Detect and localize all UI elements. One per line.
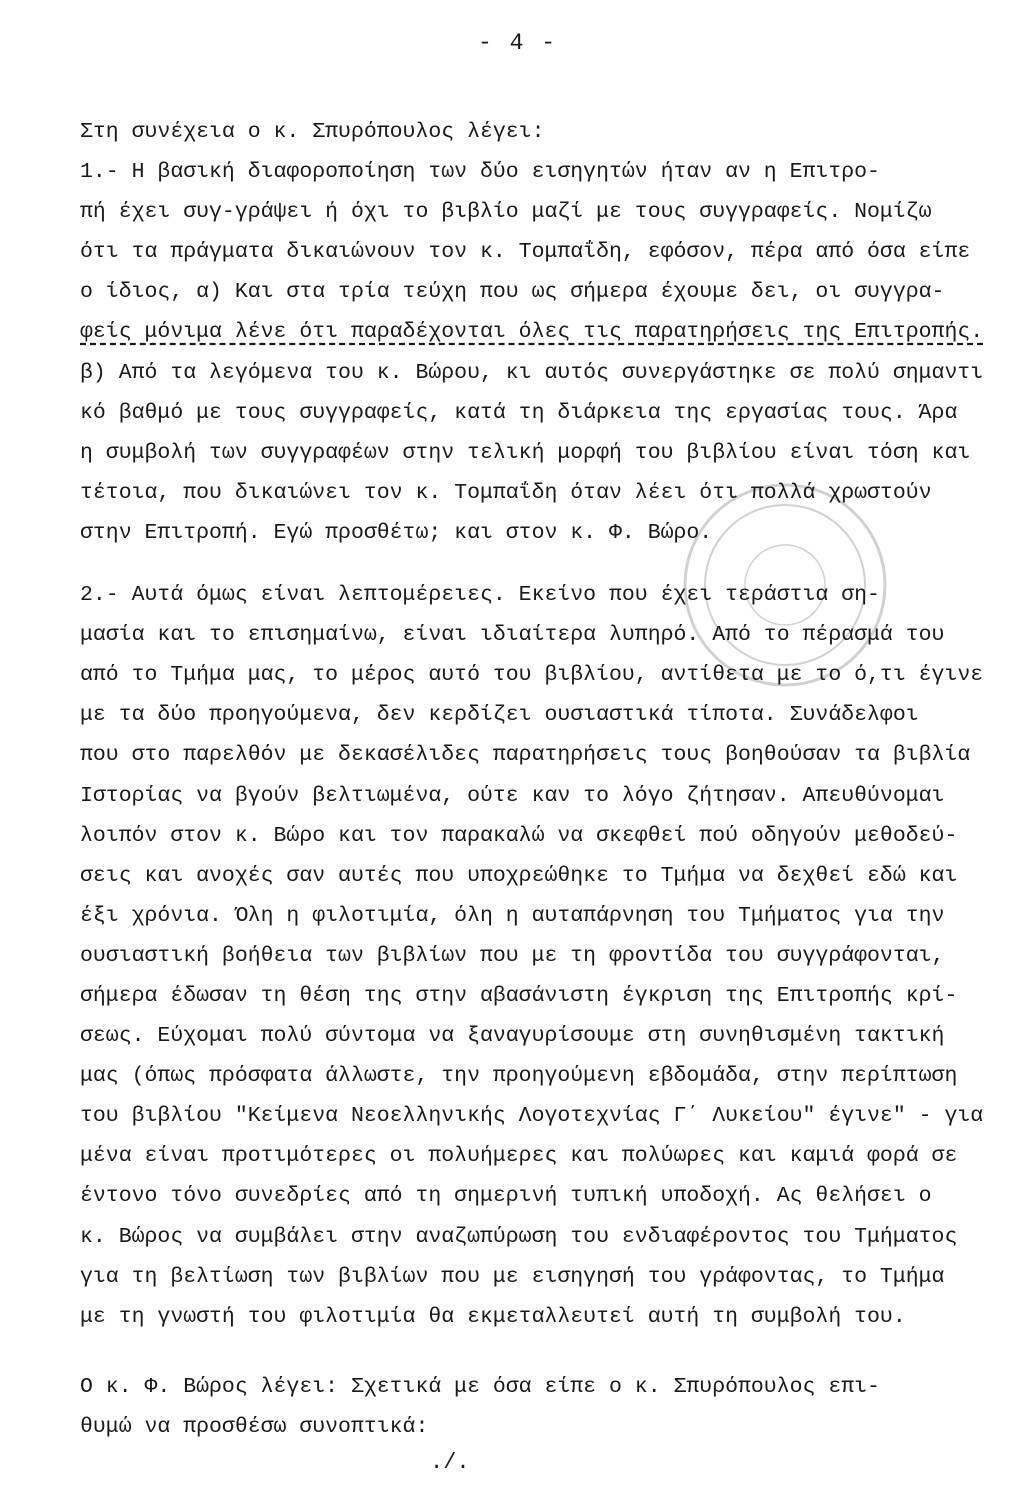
paragraph-intro <box>80 112 995 152</box>
text-line: μας (όπως πρόσφατα άλλωστε, την προηγούμενη εβδομάδα, στην περίπτωση <box>80 1064 958 1089</box>
paragraph-point-1 <box>80 152 995 553</box>
text-line: κ. Βώρος να συμβάλει στην αναζωπύρωση του ενδιαφέροντος του Τμήματος <box>80 1224 958 1249</box>
text-line: 2.- Αυτά όμως είναι λεπτομέρειες. Εκείνο που έχει τεράστια ση- <box>80 583 880 608</box>
text-line: με τα δύο προηγούμενα, δεν κερδίζει ουσιαστικά τίποτα. Συνάδελφοι <box>80 703 919 728</box>
text-line: που στο παρελθόν με δεκασέλιδες παρατηρήσεις τους βοηθούσαν τα βιβλία <box>80 743 971 768</box>
text-line: για τη βελτίωση των βιβλίων που με εισηγησή του γράφοντας, το Τμήμα <box>80 1264 945 1289</box>
text-line: τέτοια, που δικαιώνει τον κ. Τομπαΐδη όταν λέει ότι πολλά χρωστούν <box>80 480 932 505</box>
text-line: ότι τα πράγματα δικαιώνουν τον κ. Τομπαΐδη, εφόσον, πέρα από όσα είπε <box>80 240 971 265</box>
text-line: πή έχει συγ-γράψει ή όχι το βιβλίο μαζί με τους συγγραφείς. Νομίζω <box>80 200 932 225</box>
paragraph-spacer <box>80 1337 995 1367</box>
text-line: μένα είναι προτιμότερες οι πολυήμερες και πολύωρες και καμιά φορά σε <box>80 1144 958 1169</box>
text-line: η συμβολή των συγγραφέων στην τελική μορφή του βιβλίου είναι τόση και <box>80 440 971 465</box>
text-line: κό βαθμό με τους συγγραφείς, κατά τη διάρκεια της εργασίας τους. Άρα <box>80 400 958 425</box>
text-line: σήμερα έδωσαν τη θέση της στην αβασάνιστη έγκριση της Επιτροπής κρί- <box>80 983 958 1008</box>
text-line: από το Τμήμα μας, το μέρος αυτό του βιβλίου, αντίθετα με το ό,τι έγινε <box>80 663 984 688</box>
text-line: σεως. Εύχομαι πολύ σύντομα να ξαναγυρίσουμε στη συνηθισμένη τακτική <box>80 1024 945 1049</box>
text-line: ουσιαστική βοήθεια των βιβλίων που με τη φροντίδα του συγγράφονται, <box>80 943 945 968</box>
text-line: Ο κ. Φ. Βώρος λέγει: Σχετικά με όσα είπε ο κ. Σπυρόπουλος επι- <box>80 1374 880 1399</box>
document-body <box>80 112 995 1447</box>
text-line: μασία και το επισημαίνω, είναι ιδιαίτερα λυπηρό. Από το πέρασμά του <box>80 623 945 648</box>
text-line-underlined: φείς μόνιμα λένε ότι παραδέχονται όλες τις παρατηρήσεις της Επιτροπής. <box>80 320 984 345</box>
paragraph-voros <box>80 1367 995 1447</box>
text-line: β) Από τα λεγόμενα του κ. Βώρου, κι αυτός συνεργάστηκε σε πολύ σημαντι <box>80 360 984 385</box>
text-line: έντονο τόνο συνεδρίες από τη σημερινή τυπική υποδοχή. Ας θελήσει ο <box>80 1184 932 1209</box>
text-line: Στη συνέχεια ο κ. Σπυρόπουλος λέγει: <box>80 120 545 144</box>
text-line: έξι χρόνια. Όλη η φιλοτιμία, όλη η αυταπάρνηση του Τμήματος για την <box>80 903 945 928</box>
text-line: ο ίδιος, α) Και στα τρία τεύχη που ως σήμερα έχουμε δει, οι συγγρα- <box>80 280 945 305</box>
text-line: με τη γνωστή του φιλοτιμία θα εκμεταλλευτεί αυτή τη συμβολή του. <box>80 1304 906 1329</box>
text-line: 1.- Η βασική διαφοροποίηση των δύο εισηγητών ήταν αν η Επιτρο- <box>80 160 880 185</box>
text-line: σεις και ανοχές σαν αυτές που υποχρεώθηκε το Τμήμα να δεχθεί εδώ και <box>80 863 958 888</box>
page-number: - 4 - <box>477 30 557 56</box>
paragraph-point-2 <box>80 575 995 1337</box>
text-line: θυμώ να προσθέσω συνοπτικά: <box>80 1414 429 1439</box>
text-line: στην Επιτροπή. Εγώ προσθέτω; και στον κ. Φ. Βώρο. <box>80 520 713 545</box>
paragraph-spacer <box>80 553 995 575</box>
text-line: Ιστορίας να βγούν βελτιωμένα, ούτε καν το λόγο ζήτησαν. Απευθύνομαι <box>80 783 945 808</box>
text-line: λοιπόν στον κ. Βώρο και τον παρακαλώ να σκεφθεί πού οδηγούν μεθοδεύ- <box>80 823 958 848</box>
text-line: του βιβλίου "Κείμενα Νεοελληνικής Λογοτεχνίας Γ΄ Λυκείου" έγινε" - για <box>80 1104 984 1129</box>
continuation-mark: ./. <box>430 1450 470 1475</box>
